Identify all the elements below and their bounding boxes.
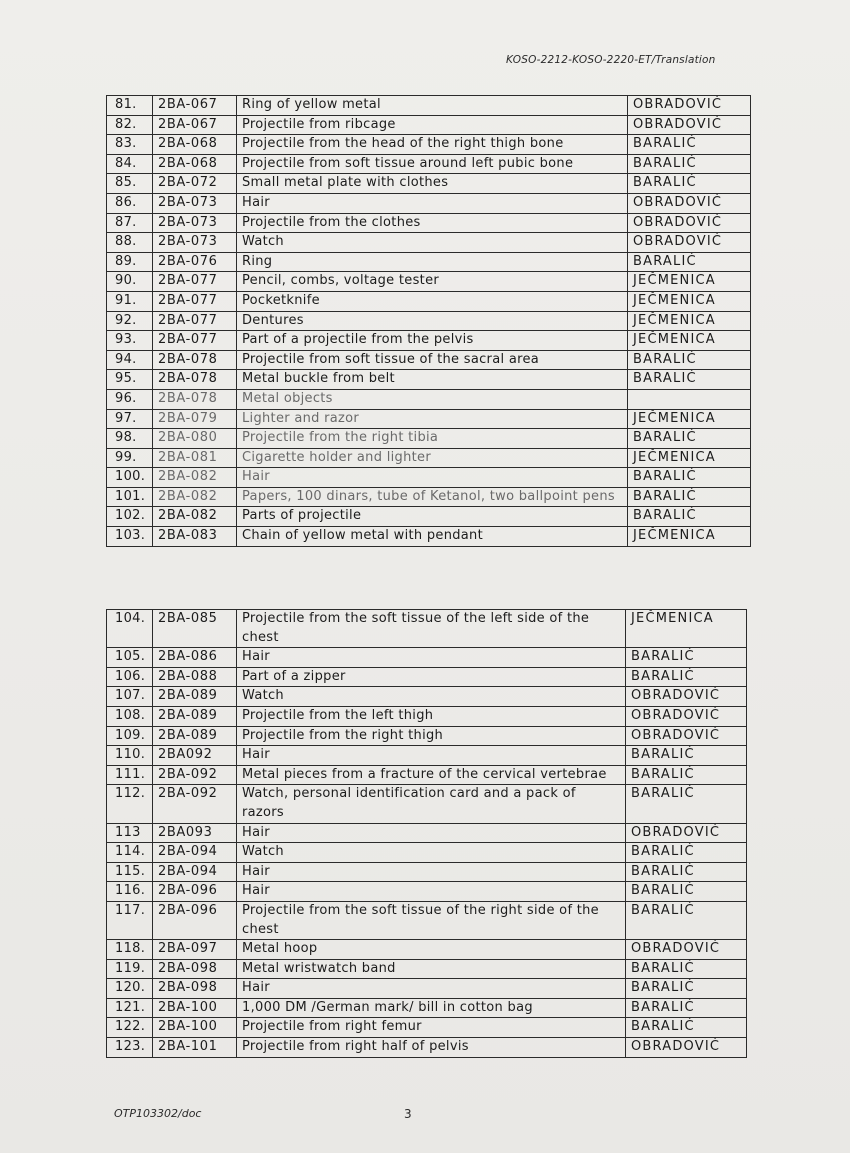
- item-description: Projectile from the right tibia: [237, 429, 628, 449]
- row-number: 87.: [107, 213, 153, 233]
- item-description: Projectile from the left thigh: [237, 706, 626, 726]
- examiner-name: JEČMENICA: [628, 291, 751, 311]
- row-number: 81.: [107, 96, 153, 116]
- exhibit-code: 2BA-077: [153, 272, 237, 292]
- row-number: 123.: [107, 1038, 153, 1058]
- table-row: [107, 331, 751, 351]
- item-description: Cigarette holder and lighter: [237, 448, 628, 468]
- examiner-name: BARALIĆ: [626, 648, 747, 668]
- examiner-name: BARALIĆ: [626, 785, 747, 823]
- examiner-name: BARALIĆ: [626, 843, 747, 863]
- row-number: 84.: [107, 154, 153, 174]
- examiner-name: BARALIĆ: [626, 901, 747, 939]
- examiner-name: OBRADOVIĆ: [626, 726, 747, 746]
- table-row: [107, 507, 751, 527]
- item-description: Small metal plate with clothes: [237, 174, 628, 194]
- examiner-name: OBRADOVIĆ: [628, 233, 751, 253]
- item-description: Hair: [237, 862, 626, 882]
- item-description: Projectile from the right thigh: [237, 726, 626, 746]
- table-row: [107, 1038, 747, 1058]
- table-row: [107, 998, 747, 1018]
- table-row: [107, 291, 751, 311]
- examiner-name: BARALIĆ: [626, 959, 747, 979]
- document-id: OTP103302/doc: [114, 1107, 202, 1120]
- exhibit-code: 2BA-098: [153, 979, 237, 999]
- item-description: Part of a zipper: [237, 667, 626, 687]
- item-description: Chain of yellow metal with pendant: [237, 527, 628, 547]
- examiner-name: BARALIĆ: [626, 979, 747, 999]
- examiner-name: BARALIĆ: [628, 487, 751, 507]
- table-row: [107, 468, 751, 488]
- item-description: Hair: [237, 193, 628, 213]
- item-description: Projectile from the soft tissue of the left side of the chest: [237, 610, 626, 648]
- row-number: 93.: [107, 331, 153, 351]
- row-number: 122.: [107, 1018, 153, 1038]
- item-description: Hair: [237, 468, 628, 488]
- row-number: 116.: [107, 882, 153, 902]
- row-number: 120.: [107, 979, 153, 999]
- examiner-name: BARALIĆ: [626, 667, 747, 687]
- item-description: Dentures: [237, 311, 628, 331]
- exhibit-code: 2BA-078: [153, 350, 237, 370]
- row-number: 106.: [107, 667, 153, 687]
- exhibit-code: 2BA-100: [153, 1018, 237, 1038]
- examiner-name: JEČMENICA: [628, 272, 751, 292]
- examiner-name: JEČMENICA: [628, 448, 751, 468]
- exhibit-table-2-body: [107, 610, 747, 1058]
- table-row: [107, 370, 751, 390]
- row-number: 118.: [107, 940, 153, 960]
- item-description: Pencil, combs, voltage tester: [237, 272, 628, 292]
- item-description: Hair: [237, 979, 626, 999]
- exhibit-code: 2BA093: [153, 823, 237, 843]
- row-number: 110.: [107, 746, 153, 766]
- item-description: 1,000 DM /German mark/ bill in cotton bag: [237, 998, 626, 1018]
- item-description: Projectile from right femur: [237, 1018, 626, 1038]
- exhibit-code: 2BA-072: [153, 174, 237, 194]
- item-description: Hair: [237, 746, 626, 766]
- exhibit-code: 2BA-068: [153, 135, 237, 155]
- table-row: [107, 154, 751, 174]
- row-number: 95.: [107, 370, 153, 390]
- exhibit-table-2: [106, 609, 747, 1058]
- examiner-name: BARALIĆ: [626, 998, 747, 1018]
- item-description: Watch, personal identification card and a pack of razors: [237, 785, 626, 823]
- examiner-name: OBRADOVIĆ: [626, 1038, 747, 1058]
- item-description: Metal wristwatch band: [237, 959, 626, 979]
- exhibit-code: 2BA-077: [153, 331, 237, 351]
- examiner-name: BARALIĆ: [626, 1018, 747, 1038]
- row-number: 92.: [107, 311, 153, 331]
- exhibit-code: 2BA-083: [153, 527, 237, 547]
- item-description: Projectile from the clothes: [237, 213, 628, 233]
- table-row: [107, 687, 747, 707]
- exhibit-code: 2BA-092: [153, 765, 237, 785]
- examiner-name: OBRADOVIĆ: [626, 706, 747, 726]
- exhibit-code: 2BA-100: [153, 998, 237, 1018]
- exhibit-table-1: [106, 95, 751, 547]
- table-row: [107, 311, 751, 331]
- table-row: [107, 1018, 747, 1038]
- table-row: [107, 448, 751, 468]
- table-row: [107, 843, 747, 863]
- row-number: 104.: [107, 610, 153, 648]
- exhibit-code: 2BA-085: [153, 610, 237, 648]
- table-row: [107, 115, 751, 135]
- table-row: [107, 610, 747, 648]
- exhibit-code: 2BA-096: [153, 882, 237, 902]
- table-row: [107, 409, 751, 429]
- item-description: Projectile from ribcage: [237, 115, 628, 135]
- row-number: 102.: [107, 507, 153, 527]
- exhibit-code: 2BA-076: [153, 252, 237, 272]
- item-description: Metal hoop: [237, 940, 626, 960]
- exhibit-code: 2BA-077: [153, 291, 237, 311]
- exhibit-code: 2BA-092: [153, 785, 237, 823]
- row-number: 90.: [107, 272, 153, 292]
- examiner-name: OBRADOVIĆ: [626, 823, 747, 843]
- examiner-name: OBRADOVIĆ: [626, 940, 747, 960]
- exhibit-code: 2BA-094: [153, 862, 237, 882]
- item-description: Hair: [237, 648, 626, 668]
- examiner-name: BARALIĆ: [628, 252, 751, 272]
- row-number: 98.: [107, 429, 153, 449]
- examiner-name: OBRADOVIĆ: [628, 193, 751, 213]
- table-row: [107, 979, 747, 999]
- row-number: 101.: [107, 487, 153, 507]
- exhibit-code: 2BA-094: [153, 843, 237, 863]
- examiner-name: BARALIĆ: [628, 135, 751, 155]
- table-row: [107, 726, 747, 746]
- item-description: Watch: [237, 233, 628, 253]
- exhibit-code: 2BA-067: [153, 115, 237, 135]
- item-description: Metal buckle from belt: [237, 370, 628, 390]
- row-number: 108.: [107, 706, 153, 726]
- item-description: Projectile from the head of the right thigh bone: [237, 135, 628, 155]
- examiner-name: OBRADOVIĆ: [628, 96, 751, 116]
- exhibit-code: 2BA-098: [153, 959, 237, 979]
- row-number: 103.: [107, 527, 153, 547]
- row-number: 82.: [107, 115, 153, 135]
- exhibit-code: 2BA-080: [153, 429, 237, 449]
- table-row: [107, 389, 751, 409]
- row-number: 97.: [107, 409, 153, 429]
- exhibit-code: 2BA-089: [153, 687, 237, 707]
- table-row: [107, 901, 747, 939]
- examiner-name: JEČMENICA: [628, 409, 751, 429]
- item-description: Projectile from soft tissue around left pubic bone: [237, 154, 628, 174]
- row-number: 107.: [107, 687, 153, 707]
- table-row: [107, 272, 751, 292]
- examiner-name: BARALIĆ: [626, 882, 747, 902]
- row-number: 89.: [107, 252, 153, 272]
- row-number: 88.: [107, 233, 153, 253]
- examiner-name: OBRADOVIĆ: [626, 687, 747, 707]
- item-description: Projectile from the soft tissue of the right side of the chest: [237, 901, 626, 939]
- table-row: [107, 193, 751, 213]
- examiner-name: BARALIĆ: [628, 507, 751, 527]
- row-number: 114.: [107, 843, 153, 863]
- examiner-name: BARALIĆ: [626, 746, 747, 766]
- examiner-name: JEČMENICA: [628, 331, 751, 351]
- table-row: [107, 765, 747, 785]
- examiner-name: BARALIĆ: [626, 765, 747, 785]
- item-description: Watch: [237, 843, 626, 863]
- examiner-name: JEČMENICA: [628, 311, 751, 331]
- item-description: Lighter and razor: [237, 409, 628, 429]
- exhibit-code: 2BA-079: [153, 409, 237, 429]
- table-row: [107, 667, 747, 687]
- table-row: [107, 823, 747, 843]
- exhibit-code: 2BA-082: [153, 507, 237, 527]
- page-number: 3: [404, 1107, 412, 1121]
- row-number: 115.: [107, 862, 153, 882]
- document-reference: KOSO-2212-KOSO-2220-ET/Translation: [506, 54, 716, 66]
- exhibit-code: 2BA-073: [153, 213, 237, 233]
- exhibit-code: 2BA-096: [153, 901, 237, 939]
- exhibit-code: 2BA-089: [153, 726, 237, 746]
- exhibit-code: 2BA-082: [153, 487, 237, 507]
- item-description: Parts of projectile: [237, 507, 628, 527]
- item-description: Hair: [237, 823, 626, 843]
- row-number: 117.: [107, 901, 153, 939]
- table-row: [107, 648, 747, 668]
- row-number: 112.: [107, 785, 153, 823]
- table-row: [107, 959, 747, 979]
- row-number: 86.: [107, 193, 153, 213]
- item-description: Metal objects: [237, 389, 628, 409]
- examiner-name: [628, 389, 751, 409]
- table-row: [107, 96, 751, 116]
- examiner-name: BARALIĆ: [626, 862, 747, 882]
- item-description: Ring of yellow metal: [237, 96, 628, 116]
- exhibit-code: 2BA-101: [153, 1038, 237, 1058]
- row-number: 94.: [107, 350, 153, 370]
- table-row: [107, 785, 747, 823]
- item-description: Hair: [237, 882, 626, 902]
- exhibit-table-1-body: [107, 96, 751, 547]
- examiner-name: BARALIĆ: [628, 174, 751, 194]
- item-description: Part of a projectile from the pelvis: [237, 331, 628, 351]
- exhibit-code: 2BA-067: [153, 96, 237, 116]
- exhibit-code: 2BA-068: [153, 154, 237, 174]
- table-row: [107, 706, 747, 726]
- examiner-name: OBRADOVIĆ: [628, 213, 751, 233]
- item-description: Pocketknife: [237, 291, 628, 311]
- examiner-name: BARALIĆ: [628, 154, 751, 174]
- row-number: 83.: [107, 135, 153, 155]
- exhibit-code: 2BA-081: [153, 448, 237, 468]
- row-number: 99.: [107, 448, 153, 468]
- exhibit-code: 2BA092: [153, 746, 237, 766]
- row-number: 100.: [107, 468, 153, 488]
- table-row: [107, 350, 751, 370]
- item-description: Watch: [237, 687, 626, 707]
- examiner-name: JEČMENICA: [628, 527, 751, 547]
- examiner-name: BARALIĆ: [628, 429, 751, 449]
- table-row: [107, 213, 751, 233]
- item-description: Ring: [237, 252, 628, 272]
- table-row: [107, 252, 751, 272]
- exhibit-code: 2BA-088: [153, 667, 237, 687]
- examiner-name: JEČMENICA: [626, 610, 747, 648]
- table-row: [107, 429, 751, 449]
- table-row: [107, 174, 751, 194]
- row-number: 96.: [107, 389, 153, 409]
- table-row: [107, 882, 747, 902]
- row-number: 111.: [107, 765, 153, 785]
- table-row: [107, 487, 751, 507]
- examiner-name: BARALIĆ: [628, 468, 751, 488]
- exhibit-code: 2BA-082: [153, 468, 237, 488]
- item-description: Papers, 100 dinars, tube of Ketanol, two ballpoint pens: [237, 487, 628, 507]
- row-number: 85.: [107, 174, 153, 194]
- table-row: [107, 233, 751, 253]
- item-description: Projectile from soft tissue of the sacral area: [237, 350, 628, 370]
- item-description: Metal pieces from a fracture of the cervical vertebrae: [237, 765, 626, 785]
- table-row: [107, 862, 747, 882]
- exhibit-code: 2BA-073: [153, 233, 237, 253]
- examiner-name: BARALIĆ: [628, 370, 751, 390]
- row-number: 91.: [107, 291, 153, 311]
- exhibit-code: 2BA-097: [153, 940, 237, 960]
- exhibit-code: 2BA-073: [153, 193, 237, 213]
- table-row: [107, 135, 751, 155]
- exhibit-code: 2BA-078: [153, 389, 237, 409]
- row-number: 105.: [107, 648, 153, 668]
- item-description: Projectile from right half of pelvis: [237, 1038, 626, 1058]
- exhibit-code: 2BA-077: [153, 311, 237, 331]
- row-number: 119.: [107, 959, 153, 979]
- table-row: [107, 527, 751, 547]
- examiner-name: BARALIĆ: [628, 350, 751, 370]
- exhibit-code: 2BA-089: [153, 706, 237, 726]
- row-number: 113: [107, 823, 153, 843]
- exhibit-code: 2BA-078: [153, 370, 237, 390]
- table-row: [107, 940, 747, 960]
- row-number: 121.: [107, 998, 153, 1018]
- examiner-name: OBRADOVIĆ: [628, 115, 751, 135]
- row-number: 109.: [107, 726, 153, 746]
- table-row: [107, 746, 747, 766]
- exhibit-code: 2BA-086: [153, 648, 237, 668]
